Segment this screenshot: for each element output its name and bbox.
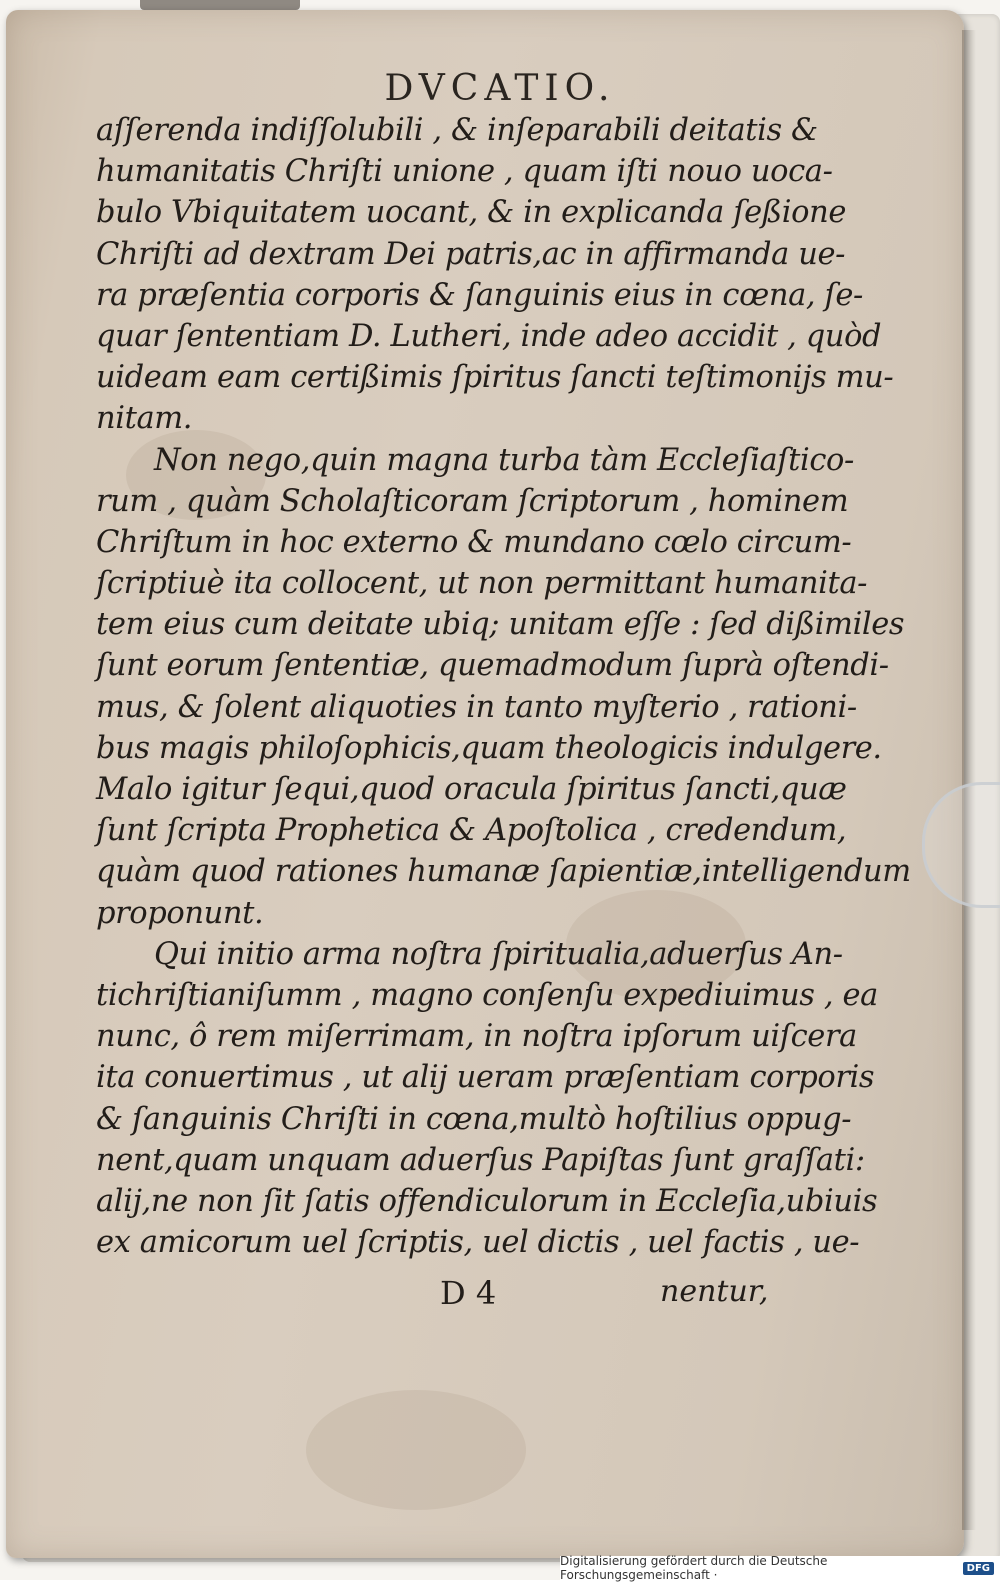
text-line: ra præſentia corporis & ſanguinis eius in cœna, ſe- <box>96 277 863 313</box>
body-text <box>96 110 911 1263</box>
text-line: Malo igitur ſequi,quod oracula ſpiritus ſancti,quæ <box>96 772 847 807</box>
text-line: mus, & ſolent aliquoties in tanto myſterio , rationi- <box>96 689 857 725</box>
page-edge-shadow <box>962 30 976 1530</box>
text-line: humanitatis Chriſti unione , quam iſti nouo uoca- <box>96 154 833 190</box>
text-line: ſunt eorum ſententiæ, quemadmodum ſuprà oſtendi- <box>96 648 889 684</box>
running-head: DVCATIO. <box>384 68 616 109</box>
previous-page-edge <box>140 0 300 10</box>
text-line: tem eius cum deitate ubiq; unitam eſſe : ſed dißimiles <box>96 607 905 643</box>
text-line: bulo Vbiquitatem uocant, & in explicanda ſeßione <box>96 195 846 231</box>
dfg-logo-icon: DFG <box>963 1562 994 1575</box>
text-line: rum , quàm Scholaſticoram ſcriptorum , hominem <box>96 483 849 519</box>
paragraph-start-line: Non nego,quin magna turba tàm Eccleſiaſtico- <box>154 442 854 478</box>
text-line: tichriſtianiſumm , magno conſenſu expediuimus , ea <box>96 977 878 1013</box>
digitization-credit <box>560 1556 1000 1580</box>
text-line: Chriſti ad dextram Dei patris,ac in affirmanda ue- <box>96 236 846 272</box>
text-line: bus magis philoſophicis,quam theologicis indulgere. <box>96 730 882 766</box>
text-line: & ſanguinis Chriſti in cœna,multò hoſtilius oppug- <box>96 1101 852 1137</box>
text-line: proponunt. <box>96 895 264 931</box>
credit-text: Digitalisierung gefördert durch die Deutsche Forschungsgemeinschaft · <box>560 1554 828 1582</box>
text-line: ex amicorum uel ſcriptis, uel dictis , uel factis , ue- <box>96 1225 860 1261</box>
text-line: aſſerenda indiſſolubili , & inſeparabili deitatis & <box>96 113 818 148</box>
text-line: ſunt ſcripta Prophetica & Apoſtolica , credendum, <box>96 813 847 849</box>
text-line: Chriſtum in hoc externo & mundano cœlo circum- <box>96 524 852 560</box>
text-line: ſcriptiuè ita collocent, ut non permittant humanita- <box>96 566 868 602</box>
paper-stain <box>306 1390 526 1510</box>
text-line: ita conuertimus , ut alij ueram præſentiam corporis <box>96 1060 875 1096</box>
text-line: nitam. <box>96 401 193 437</box>
catchword: nentur, <box>660 1274 769 1309</box>
paragraph-start-line: Qui initio arma noſtra ſpiritualia,aduerſus An- <box>154 936 843 972</box>
text-line: quàm quod rationes humanæ ſapientiæ,intelligendum <box>96 854 911 890</box>
text-line: nunc, ô rem miſerrimam, in noſtra ipſorum uiſcera <box>96 1019 857 1055</box>
text-line: quar ſententiam D. Lutheri, inde adeo accidit , quòd <box>96 318 882 354</box>
text-line: alij,ne non ſit ſatis offendiculorum in Eccleſia,ubiuis <box>96 1183 878 1219</box>
signature-mark: D 4 <box>440 1274 497 1312</box>
text-line: nent,quam unquam aduerſus Papiſtas ſunt graſſati: <box>96 1142 865 1178</box>
text-line: uideam eam certißimis ſpiritus ſancti teſtimonijs mu- <box>96 360 894 396</box>
